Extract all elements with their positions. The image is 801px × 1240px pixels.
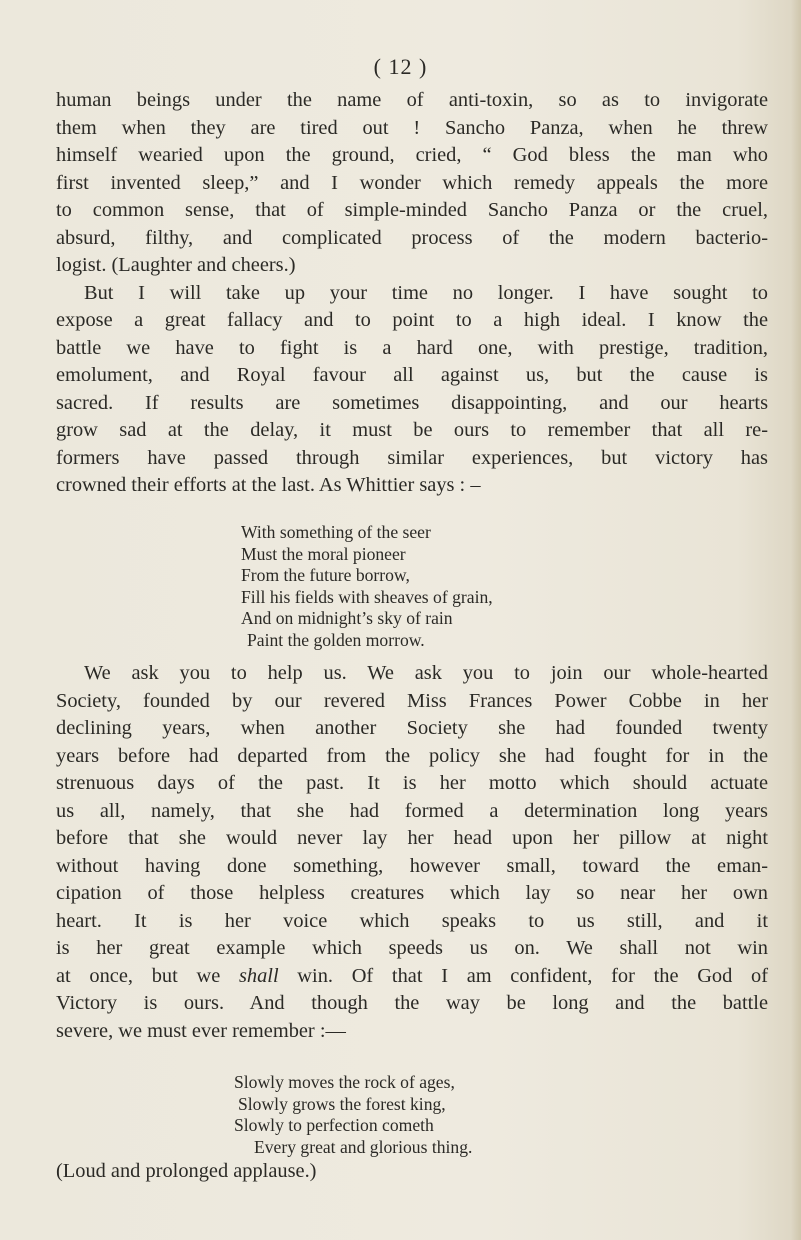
text-line: us all, namely, that she had formed a determination long years: [56, 799, 768, 822]
text-line: battle we have to fight is a hard one, with prestige, tradition,: [56, 336, 768, 359]
verse-line: Slowly grows the forest king,: [238, 1093, 446, 1114]
paragraph-anti-toxin: [56, 87, 768, 280]
text-block-upper: [56, 87, 768, 500]
whittier-verse: [241, 522, 493, 652]
text-line: to common sense, that of simple-minded Sancho Panza or the cruel,: [56, 199, 768, 221]
verse-line: Slowly to perfection cometh: [234, 1115, 434, 1136]
paragraph-cobbe-society: [56, 660, 768, 1045]
text-line: severe, we must ever remember :—: [56, 1019, 346, 1042]
text-line: before that she would never lay her head upon her pillow at night: [56, 827, 768, 849]
text-line: is her great example which speeds us on. We shall not win: [56, 937, 768, 959]
verse-line: Paint the golden morrow.: [247, 629, 425, 650]
text-line: years before had departed from the policy she had fought for in the: [56, 744, 768, 767]
verse-line: With something of the seer: [241, 522, 431, 542]
text-line: Victory is ours. And though the way be long and the battle: [56, 992, 768, 1014]
verse-line: And on midnight’s sky of rain: [241, 608, 453, 629]
text-line: crowned their efforts at the last. As Whittier says : –: [56, 474, 481, 496]
verse-line: Every great and glorious thing.: [254, 1136, 473, 1157]
text-line: expose a great fallacy and to point to a high ideal. I know the: [56, 309, 768, 331]
text-line: strenuous days of the past. It is her motto which should actuate: [56, 772, 768, 794]
text-line: first invented sleep,” and I wonder which remedy appeals the more: [56, 171, 768, 194]
verse-line: Fill his fields with sheaves of grain,: [241, 586, 493, 607]
text-line: grow sad at the delay, it must be ours to remember that all re-: [56, 419, 768, 441]
paragraph-high-ideal: [56, 280, 768, 500]
verse-line: From the future borrow,: [241, 565, 410, 586]
text-line: logist. (Laughter and cheers.): [56, 254, 296, 276]
text-line: human beings under the name of anti-toxin, so as to invigorate: [56, 89, 768, 111]
page-number: ( 12 ): [373, 54, 428, 79]
text-line: formers have passed through similar experiences, but victory has: [56, 446, 768, 469]
text-line: We ask you to help us. We ask you to join our whole-hearted: [84, 662, 768, 684]
text-line: without having done something, however small, toward the eman-: [56, 854, 768, 877]
applause-note: (Loud and prolonged applause.): [56, 1160, 317, 1182]
page-edge-shadow: [791, 0, 801, 1240]
text-line: them when they are tired out ! Sancho Panza, when he threw: [56, 116, 768, 139]
emphasis-word: shall: [238, 964, 279, 987]
text-line: declining years, when another Society she had founded twenty: [56, 717, 768, 739]
text-line: Society, founded by our revered Miss Frances Power Cobbe in her: [56, 689, 768, 712]
text-segment: win. Of that I am confident, for the God of: [278, 964, 768, 987]
text-line: But I will take up your time no longer. I have sought to: [84, 281, 768, 304]
text-segment: at once, but we: [56, 964, 239, 987]
text-line-emphasis: [56, 963, 768, 991]
text-line: himself wearied upon the ground, cried, “ God bless the man who: [56, 144, 768, 166]
text-line: heart. It is her voice which speaks to us still, and it: [56, 909, 768, 932]
text-line: cipation of those helpless creatures which lay so near her own: [56, 882, 768, 904]
verse-line: Must the moral pioneer: [241, 543, 406, 564]
text-line: sacred. If results are sometimes disappointing, and our hearts: [56, 391, 768, 414]
text-block-lower: [56, 660, 768, 1045]
text-line: emolument, and Royal favour all against us, but the cause is: [56, 364, 768, 386]
text-line: absurd, filthy, and complicated process of the modern bacterio-: [56, 226, 768, 249]
verse-line: Slowly moves the rock of ages,: [234, 1072, 455, 1092]
closing-verse: [234, 1072, 472, 1158]
